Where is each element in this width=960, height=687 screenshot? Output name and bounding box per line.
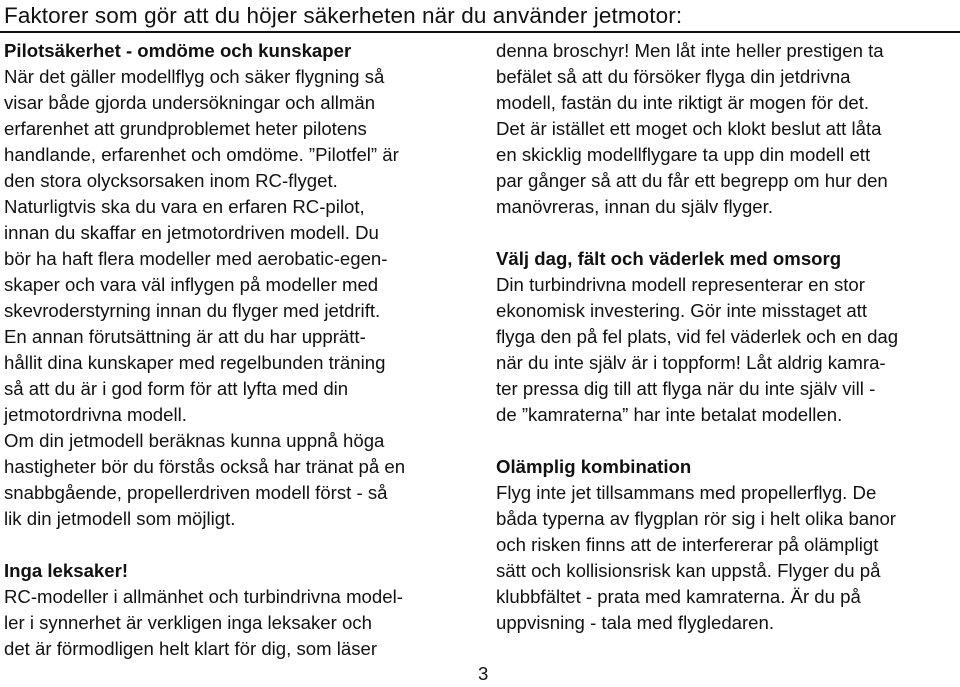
page-title: Faktorer som gör att du höjer säkerheten när du använder jetmotor: xyxy=(4,3,683,28)
title-underline xyxy=(0,31,960,33)
text-line: När det gäller modellflyg och säker flygning så xyxy=(4,66,385,87)
text-line: klubbfältet - prata med kamraterna. Är du på xyxy=(496,586,861,607)
text-line: uppvisning - tala med flygledaren. xyxy=(496,612,775,633)
section-pilot-safety xyxy=(4,38,474,532)
section-spacer xyxy=(496,220,958,246)
text-line: när du inte själv är i toppform! Låt aldrig kamra- xyxy=(496,352,886,373)
section-heading: Pilotsäkerhet - omdöme och kunskaper xyxy=(4,40,352,61)
text-line: hastigheter bör du förstås också har tränat på en xyxy=(4,456,406,477)
text-line: manövreras, innan du själv flyger. xyxy=(496,196,773,217)
text-line: bör ha haft flera modeller med aerobatic-egen- xyxy=(4,248,388,269)
section-heading: Inga leksaker! xyxy=(4,560,129,581)
text-line: Det är istället ett moget och klokt beslut att låta xyxy=(496,118,882,139)
section-no-toys-continued xyxy=(496,38,958,220)
text-line: och risken finns att de interfererar på olämpligt xyxy=(496,534,879,555)
text-line: en skicklig modellflygare ta upp din modell ett xyxy=(496,144,871,165)
section-heading: Välj dag, fält och väderlek med omsorg xyxy=(496,248,842,269)
text-line: skevroderstyrning innan du flyger med jetdrift. xyxy=(4,300,381,321)
text-line: skaper och vara väl inflygen på modeller med xyxy=(4,274,379,295)
text-line: En annan förutsättning är att du har upprätt- xyxy=(4,326,366,347)
section-bad-combination xyxy=(496,454,958,636)
text-line: de ”kamraterna” har inte betalat modellen. xyxy=(496,404,843,425)
text-line: snabbgående, propellerdriven modell först - så xyxy=(4,482,388,503)
text-line: Flyg inte jet tillsammans med propellerflyg. De xyxy=(496,482,877,503)
section-spacer xyxy=(496,428,958,454)
text-line: det är förmodligen helt klart för dig, som läser xyxy=(4,638,378,659)
text-line: Naturligtvis ska du vara en erfaren RC-pilot, xyxy=(4,196,365,217)
text-line: så att du är i god form för att lyfta med din xyxy=(4,378,349,399)
text-line: ekonomisk investering. Gör inte misstaget att xyxy=(496,300,868,321)
section-no-toys xyxy=(4,558,474,662)
text-line: befälet så att du försöker flyga din jetdrivna xyxy=(496,66,851,87)
text-line: erfarenhet att grundproblemet heter pilotens xyxy=(4,118,367,139)
text-line: handlande, erfarenhet och omdöme. ”Pilotfel” är xyxy=(4,144,399,165)
text-line: lik din jetmodell som möjligt. xyxy=(4,508,236,529)
page-number: 3 xyxy=(478,663,489,684)
text-line: ter pressa dig till att flyga när du inte själv vill - xyxy=(496,378,876,399)
section-spacer xyxy=(4,532,474,558)
right-column xyxy=(496,38,958,636)
text-line: hållit dina kunskaper med regelbunden träning xyxy=(4,352,386,373)
text-line: par gånger så att du får ett begrepp om hur den xyxy=(496,170,888,191)
text-line: ler i synnerhet är verkligen inga leksaker och xyxy=(4,612,372,633)
text-line: den stora olycksorsaken inom RC-flyget. xyxy=(4,170,338,191)
text-line: modell, fastän du inte riktigt är mogen för det. xyxy=(496,92,870,113)
text-line: RC-modeller i allmänhet och turbindrivna model- xyxy=(4,586,403,607)
section-heading: Olämplig kombination xyxy=(496,456,692,477)
section-choose-day xyxy=(496,246,958,428)
text-line: Om din jetmodell beräknas kunna uppnå höga xyxy=(4,430,385,451)
text-line: sätt och kollisionsrisk kan uppstå. Flyger du på xyxy=(496,560,881,581)
text-line: båda typerna av flygplan rör sig i helt olika banor xyxy=(496,508,897,529)
text-line: flyga den på fel plats, vid fel väderlek och en dag xyxy=(496,326,899,347)
left-column xyxy=(4,38,474,662)
text-line: visar både gjorda undersökningar och allmän xyxy=(4,92,376,113)
text-line: denna broschyr! Men låt inte heller prestigen ta xyxy=(496,40,884,61)
text-line: innan du skaffar en jetmotordriven modell. Du xyxy=(4,222,379,243)
text-line: Din turbindrivna modell representerar en stor xyxy=(496,274,865,295)
text-line: jetmotordrivna modell. xyxy=(4,404,187,425)
